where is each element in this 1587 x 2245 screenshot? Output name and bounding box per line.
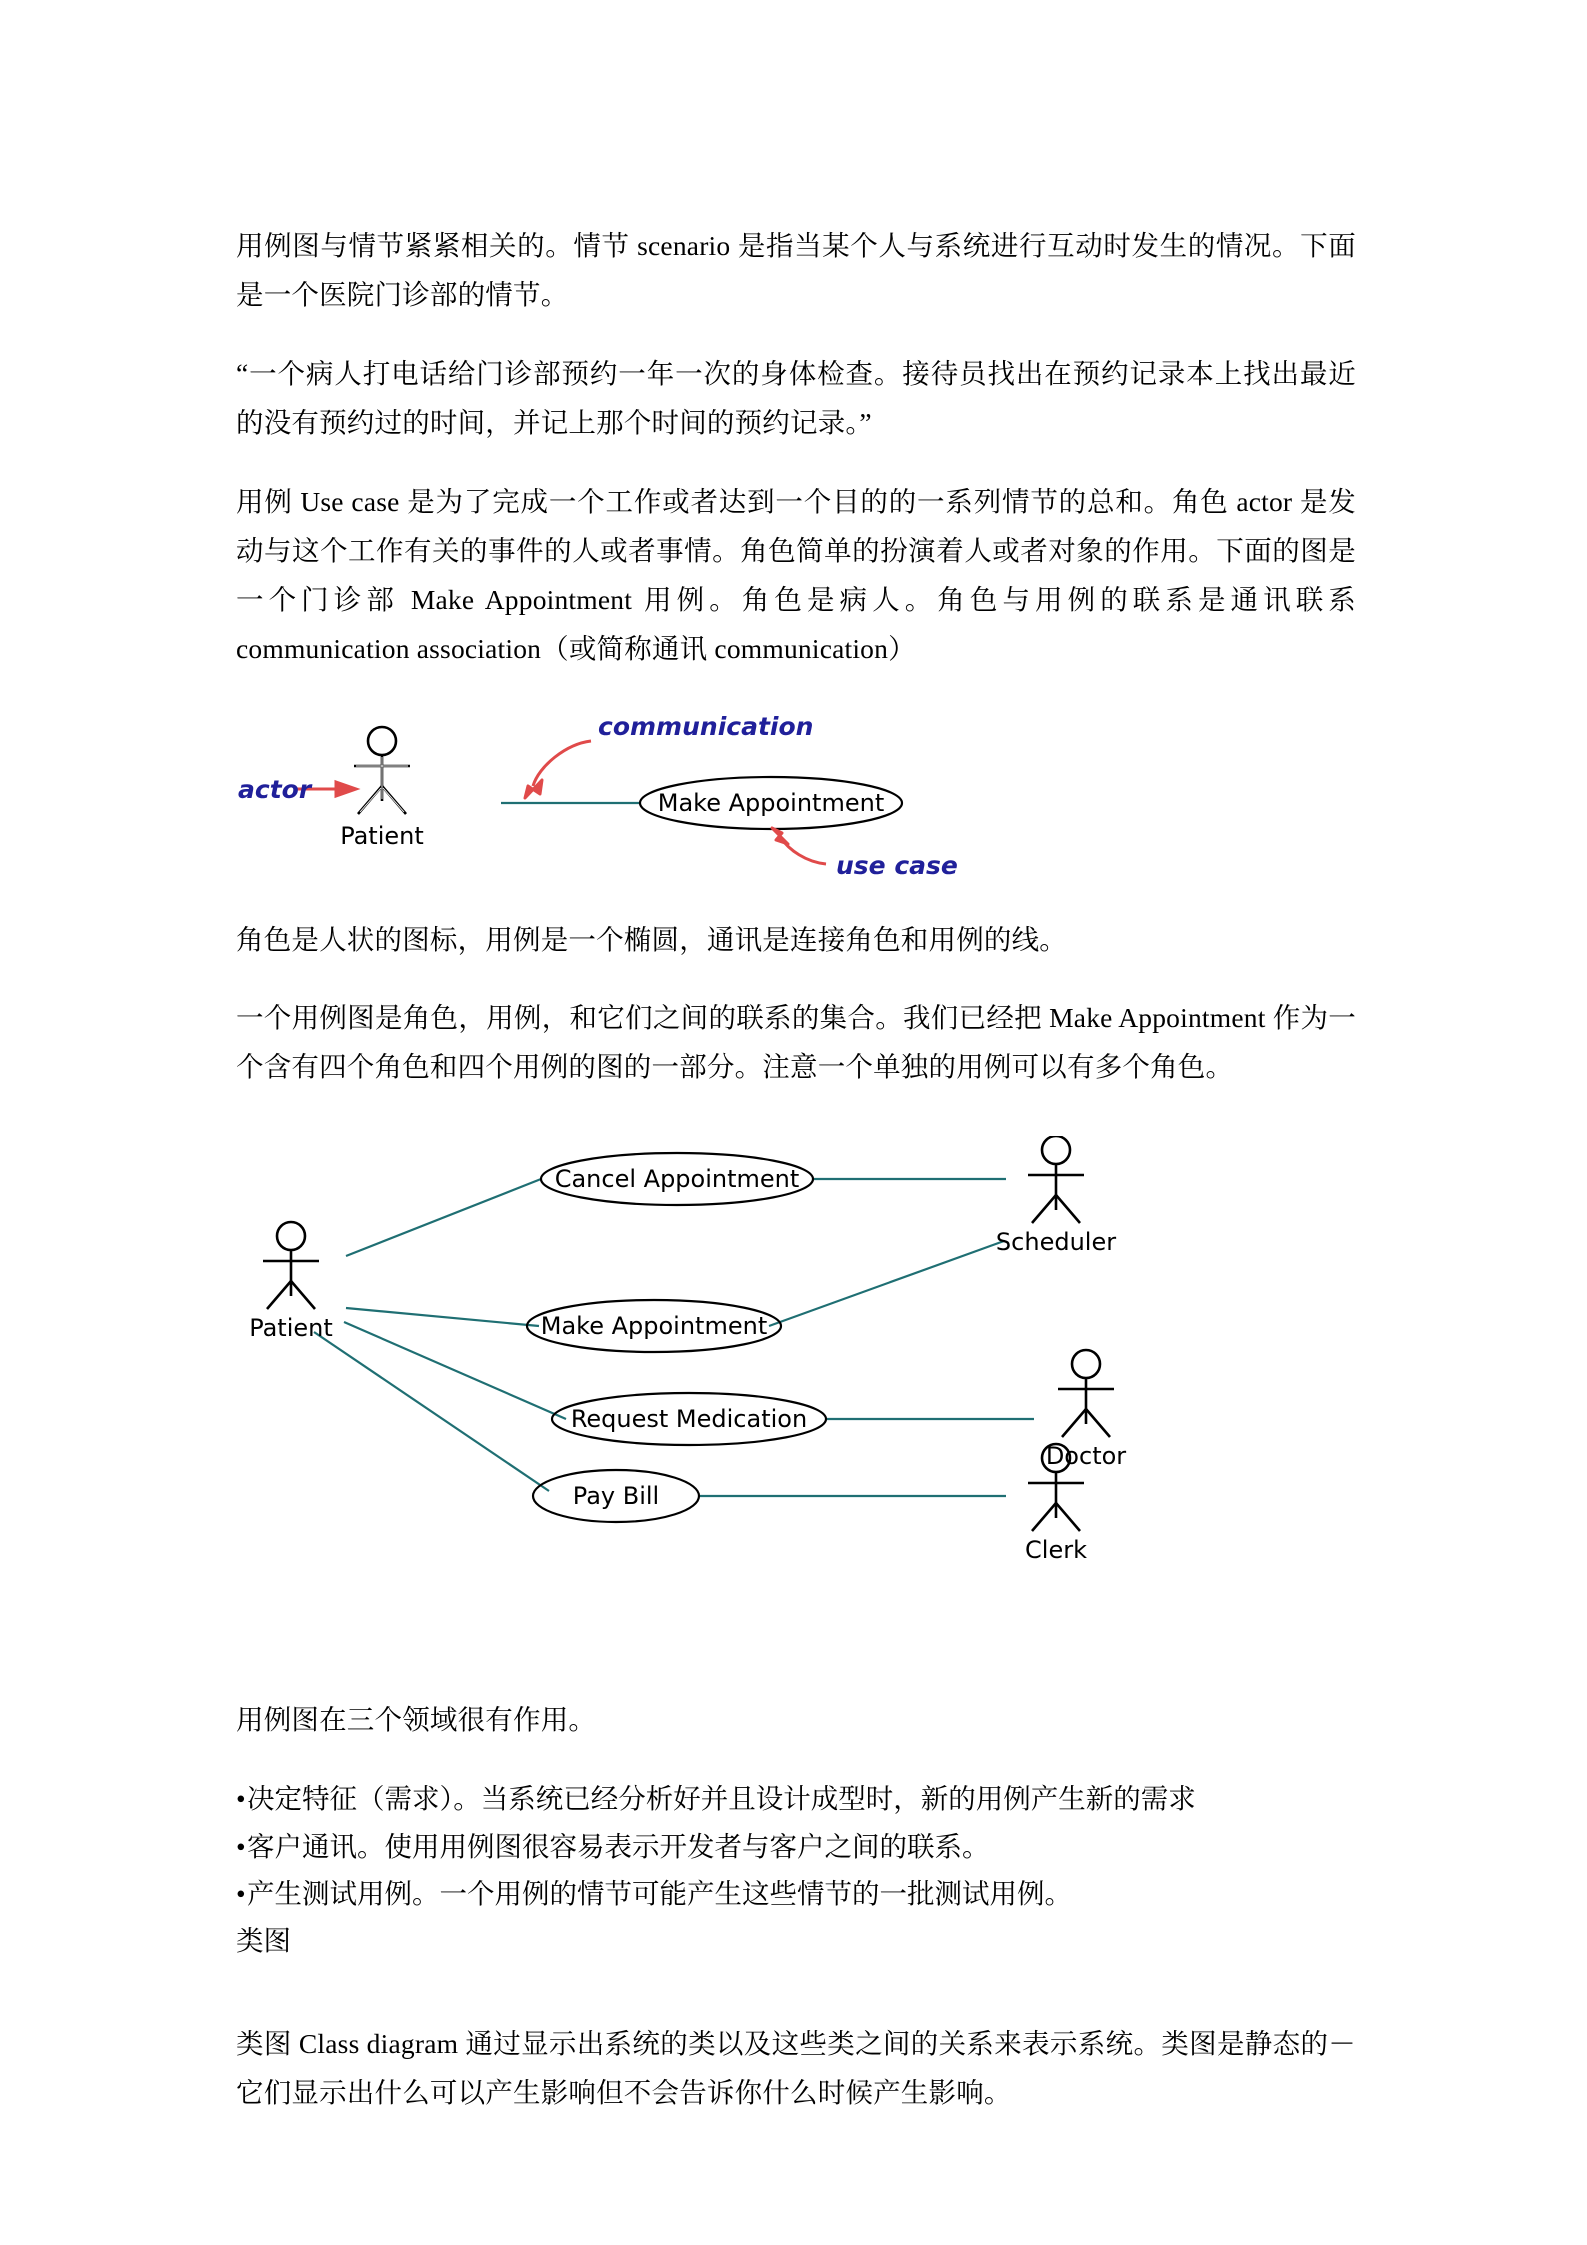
actor-label-clerk: Clerk [1025,1536,1087,1565]
uml-use-case-diagram-full [236,1136,1356,1656]
association-line-patient-pay [314,1332,549,1491]
list-item [236,1870,1356,1917]
paragraph-2-scenario-quote: “一个病人打电话给门诊部预约一年一次的身体检查。接待员找出在预约记录本上找出最近的没有预约过的时间，并记上那个时间的预约记录。” [236,357,1356,438]
paragraph-7: 类图 Class diagram 通过显示出系统的类以及这些类之间的关系来表示系统。类图是静态的－它们显示出什么可以产生影响但不会告诉你什么时候产生影响。 [236,2028,1356,2109]
bullet-marker-icon: • [236,1830,246,1862]
association-line-patient-request [344,1322,566,1419]
use-case-label-request-medication: Request Medication [570,1405,808,1434]
use-case-benefits-list [236,1775,1356,1917]
association-line-patient-cancel [346,1179,541,1256]
document-body [236,222,1356,2148]
annotation-label-use-case: use case [836,850,958,880]
bullet-marker-icon: • [236,1877,246,1909]
section-heading-class-diagram: 类图 [236,1925,291,1957]
actor-label-patient: Patient [340,821,424,850]
use-case-label-pay-bill: Pay Bill [572,1482,660,1511]
use-case-label-cancel-appointment: Cancel Appointment [554,1165,800,1194]
spacer [236,1964,1356,2020]
bullet-marker-icon: • [236,1783,246,1815]
actor-figure-patient [263,1222,319,1309]
paragraph-6: 用例图在三个领域很有作用。 [236,1704,597,1736]
use-case-label-make-appointment: Make Appointment [540,1312,768,1341]
actor-label-patient: Patient [249,1314,333,1343]
actor-label-doctor: Doctor [1045,1442,1127,1471]
annotation-label-actor: actor [238,774,312,804]
actor-figure-scheduler [1028,1136,1084,1223]
list-item-text: 决定特征（需求）。当系统已经分析好并且设计成型时，新的用例产生新的需求 [247,1783,1196,1815]
list-item-text: 客户通讯。使用用例图很容易表示开发者与客户之间的联系。 [247,1830,990,1862]
paragraph-5: 一个用例图是角色，用例，和它们之间的联系的集合。我们已经把 Make Appointment 作为一个含有四个角色和四个用例的图的一部分。注意一个单独的用例可以有多个角色。 [236,1002,1356,1083]
association-line-patient-make [346,1308,539,1326]
actor-label-scheduler: Scheduler [995,1228,1117,1257]
uml-use-case-diagram-single [236,704,1356,886]
paragraph-4: 角色是人状的图标，用例是一个椭圆，通讯是连接角色和用例的线。 [236,923,1067,955]
list-item [236,1823,1356,1870]
association-line-make-scheduler [769,1241,1004,1326]
paragraph-3-use-case-definition: 用例 Use case 是为了完成一个工作或者达到一个目的的一系列情节的总和。角色 actor 是发动与这个工作有关的事件的人或者事情。角色简单的扮演着人或者对象的作用。下面的图是一个门诊部 Make Appointment 用例。角色是病人。角色与用例的联系是通讯联系 communication association（或简称通讯 communication） [236,485,1356,664]
actor-figure-doctor [1058,1350,1114,1437]
list-item [236,1775,1356,1822]
annotation-arrowhead-use-case [772,828,788,844]
use-case-label-make-appointment: Make Appointment [657,788,885,817]
paragraph-1: 用例图与情节紧紧相关的。情节 scenario 是指当某个人与系统进行互动时发生的情况。下面是一个医院门诊部的情节。 [236,230,1356,310]
list-item-text: 产生测试用例。一个用例的情节可能产生这些情节的一批测试用例。 [247,1877,1072,1909]
annotation-label-communication: communication [598,711,814,741]
